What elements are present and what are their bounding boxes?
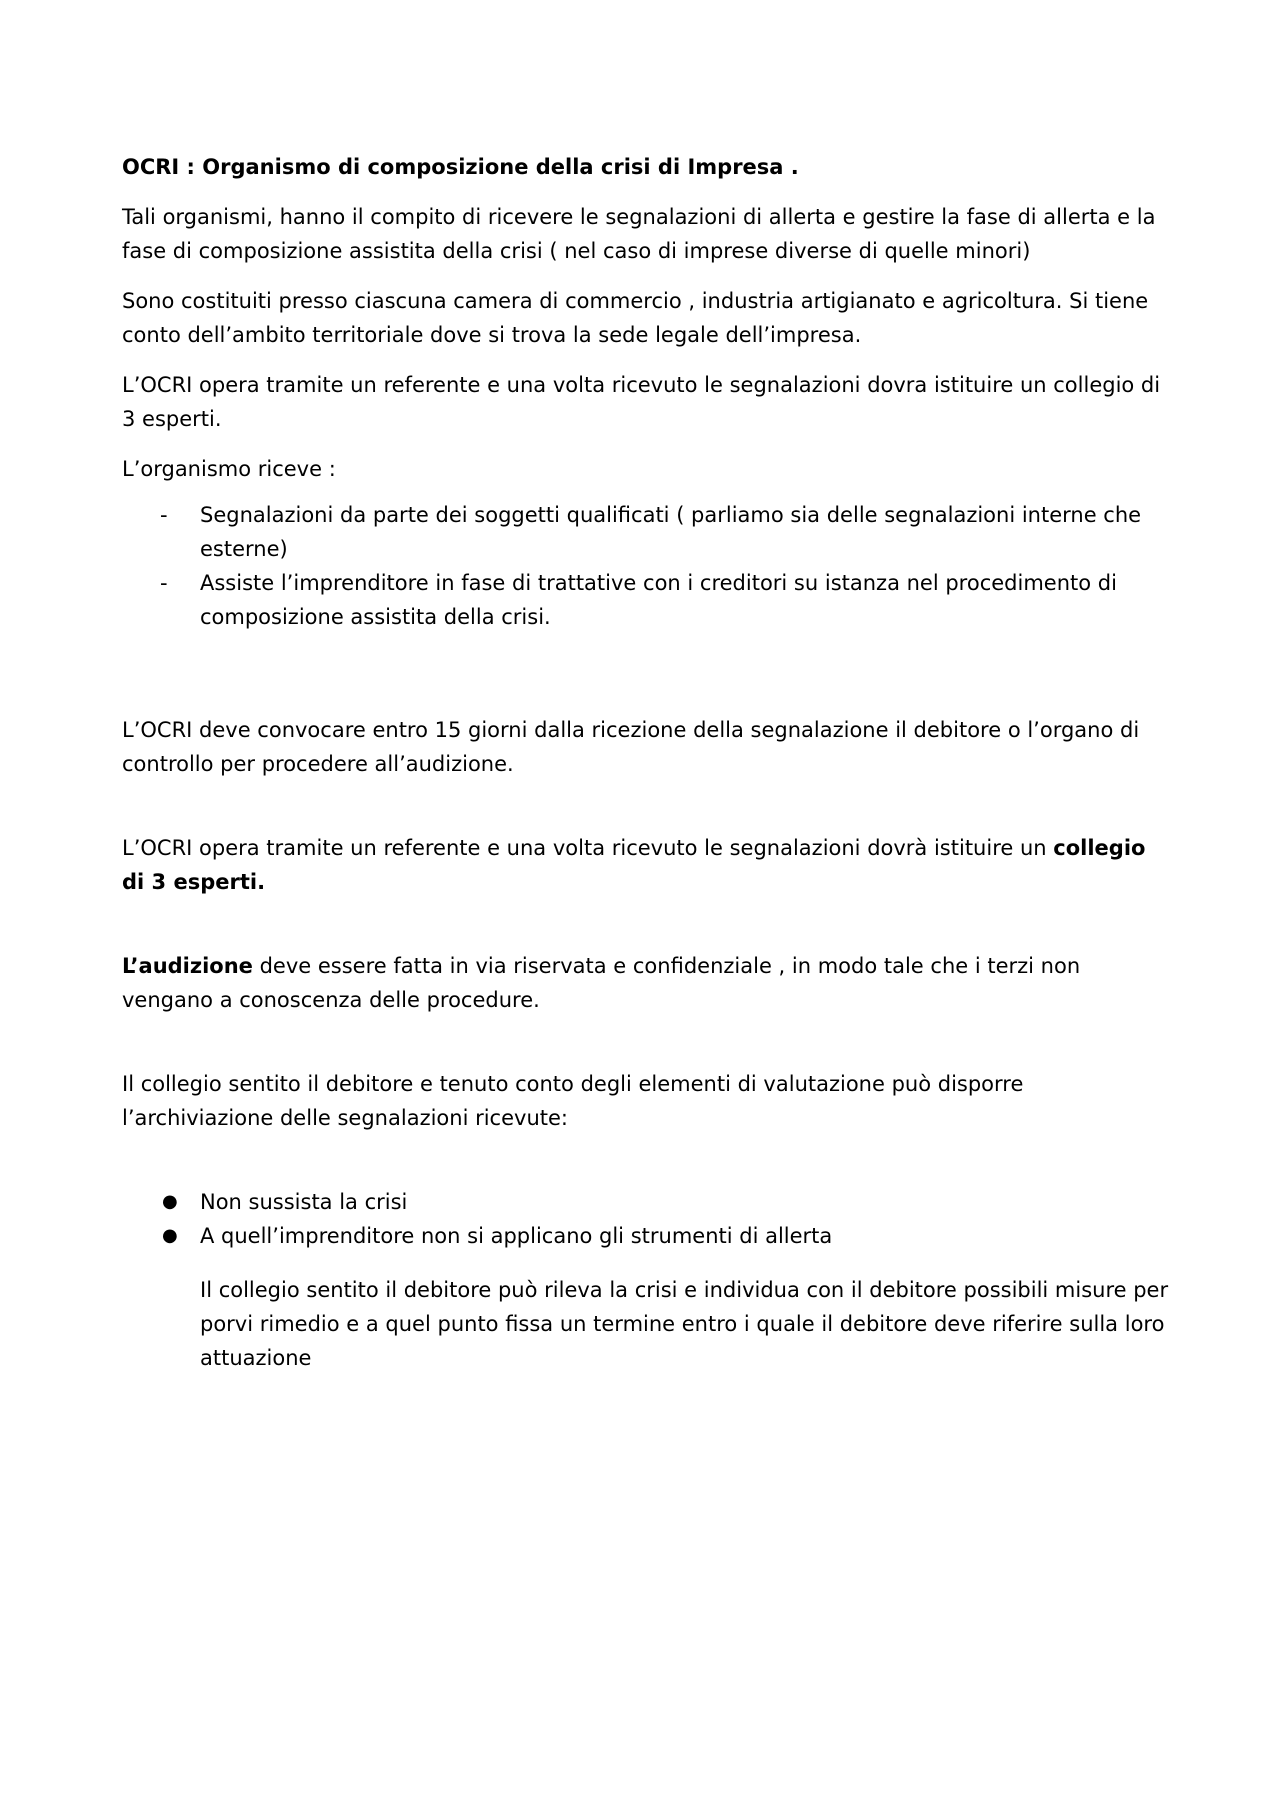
paragraph-collegio-esperti (122, 831, 1172, 899)
paragraph-audizione-text: deve essere fatta in via riservata e confidenziale , in modo tale che i terzi non vengano a conoscenza delle procedure. (122, 954, 1081, 1012)
bullet-list-item (122, 1219, 1172, 1253)
paragraph-referente-collegio: L’OCRI opera tramite un referente e una volta ricevuto le segnalazioni dovra istituire un collegio di 3 esperti. (122, 373, 1161, 431)
document-title: OCRI : Organismo di composizione della crisi di Impresa . (122, 155, 799, 179)
bullet-list-item (122, 1185, 1172, 1219)
paragraph-costituzione: Sono costituiti presso ciascuna camera di commercio , industria artigianato e agricoltura. Si tiene conto dell’ambito territoriale dove si trova la sede legale dell’impresa. (122, 289, 1149, 347)
dash-list (122, 498, 1172, 634)
dash-marker: - (160, 503, 168, 527)
dash-list-item-text: Segnalazioni da parte dei soggetti qualificati ( parliamo sia delle segnalazioni interne che esterne) (200, 503, 1142, 561)
bullet-list (122, 1185, 1172, 1253)
bullet-list-item-text: Non sussista la crisi (200, 1190, 408, 1214)
paragraph-rilevazione-crisi: Il collegio sentito il debitore può rileva la crisi e individua con il debitore possibili misure per porvi rimedio e a quel punto fissa un termine entro i quale il debitore deve riferire sulla loro attuazione (200, 1278, 1169, 1370)
paragraph-organismi-compito: Tali organismi, hanno il compito di ricevere le segnalazioni di allerta e gestire la fase di allerta e la fase di composizione assistita della crisi ( nel caso di imprese diverse di quelle minori) (122, 205, 1156, 263)
paragraph-organismo-riceve: L’organismo riceve : (122, 457, 336, 481)
paragraph-archiviazione: Il collegio sentito il debitore e tenuto conto degli elementi di valutazione può disporre l’archiviazione delle segnalazioni ricevute: (122, 1072, 1024, 1130)
paragraph-collegio-esperti-text: L’OCRI opera tramite un referente e una volta ricevuto le segnalazioni dovrà istituire un (122, 836, 1054, 860)
document-body (122, 150, 1172, 1375)
paragraph-convocazione: L’OCRI deve convocare entro 15 giorni dalla ricezione della segnalazione il debitore o l’organo di controllo per procedere all’audizione. (122, 718, 1140, 776)
dash-list-item-text: Assiste l’imprenditore in fase di trattative con i creditori su istanza nel procedimento di composizione assistita della crisi. (200, 571, 1117, 629)
bullet-marker: ● (162, 1225, 178, 1246)
audizione-emphasis: L’audizione (122, 954, 253, 978)
collegio-esperti-emphasis: collegio di 3 esperti. (122, 836, 1146, 894)
dash-marker: - (160, 571, 168, 595)
bullet-marker: ● (162, 1191, 178, 1212)
dash-list-item (122, 566, 1172, 634)
bullet-list-item-text: A quell’imprenditore non si applicano gli strumenti di allerta (200, 1224, 833, 1248)
paragraph-audizione (122, 949, 1172, 1017)
dash-list-item (122, 498, 1172, 566)
